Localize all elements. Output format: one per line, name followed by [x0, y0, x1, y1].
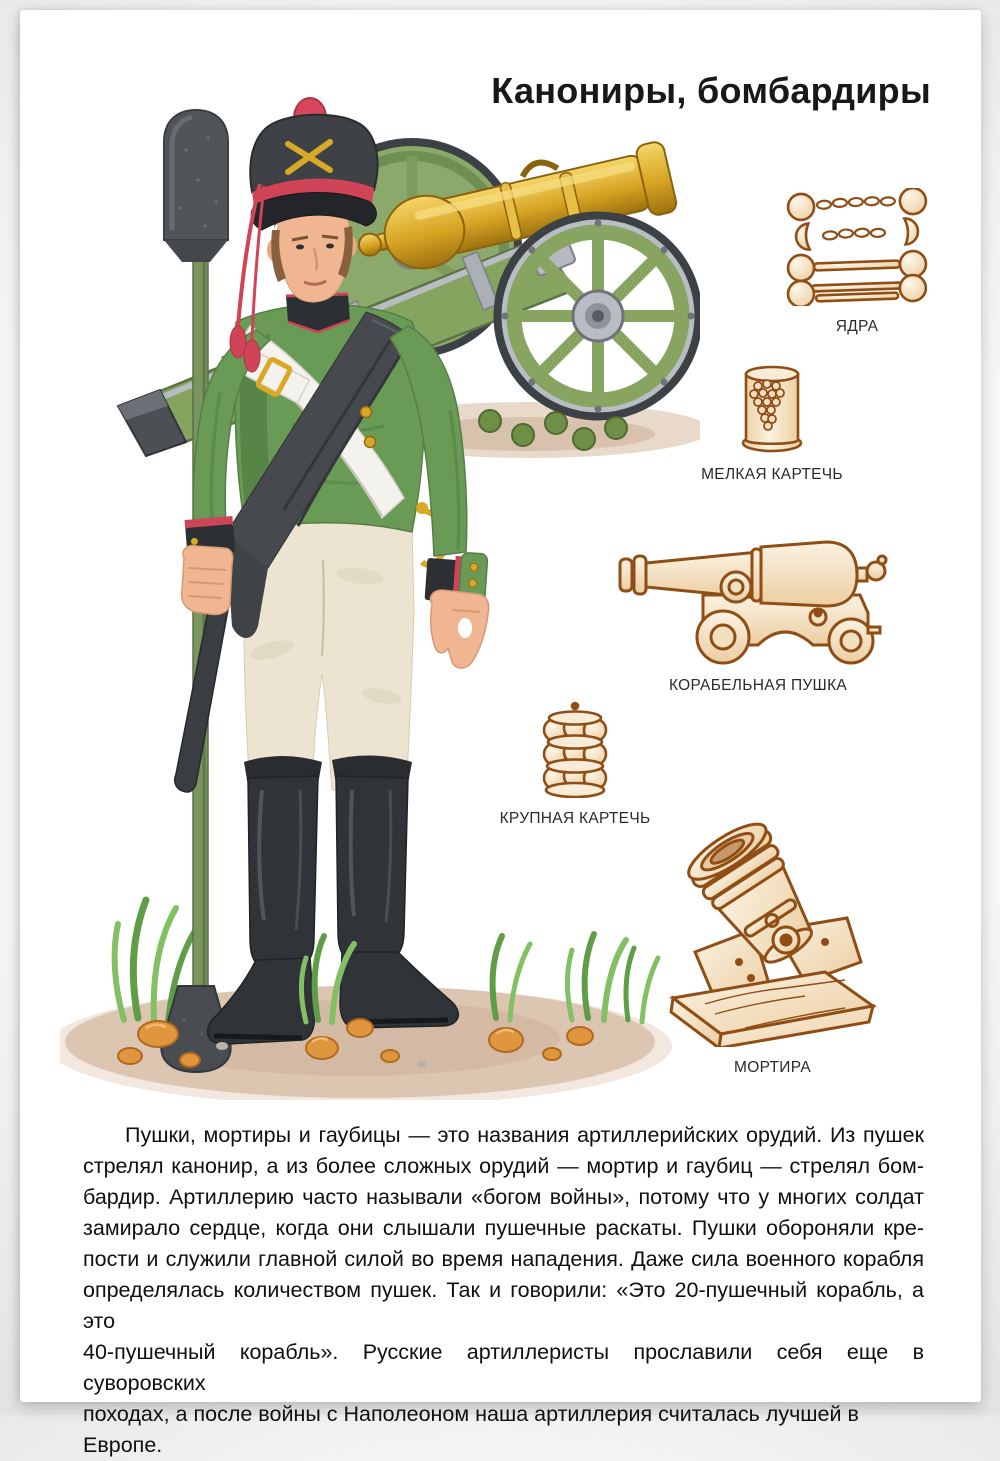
main-illustration — [60, 90, 700, 1100]
artillerist-with-cannon-drawing — [60, 90, 700, 1100]
body-line: 40-пушечный корабль». Русские артиллеристы прославили себя еще в суворовских — [83, 1340, 924, 1395]
figure-label-small-grapeshot: МЕЛКАЯ КАРТЕЧЬ — [701, 466, 843, 483]
mortar-icon — [655, 812, 890, 1047]
book-page — [20, 10, 981, 1457]
chain-shot-icon — [782, 188, 932, 306]
figure-small-grapeshot — [692, 362, 852, 485]
figure-large-grapeshot — [495, 698, 655, 829]
body-paragraph — [83, 1120, 924, 1461]
body-line: бардир. Артиллерию часто называли «богом войны», потому что у многих солдат — [83, 1185, 924, 1209]
sponge-head — [164, 110, 228, 262]
naval-cannon-icon — [608, 525, 908, 665]
body-line: походах, а после войны с Наполеоном наша артиллерия считалась лучшей в Европе. — [83, 1402, 859, 1457]
page-title: Канониры, бомбардиры — [491, 70, 931, 111]
body-line: замирало сердце, когда они слышали пушечные раскаты. Пушки обороняли кре- — [83, 1216, 924, 1240]
figure-chain-shot — [782, 188, 932, 337]
body-line: стрелял канонир, а из более сложных орудий — мортир и гаубиц — стрелял бом- — [83, 1154, 924, 1178]
sword-pommel — [416, 502, 428, 514]
left-hand — [182, 546, 233, 615]
figure-label-yadra: ЯДРА — [835, 318, 879, 335]
figure-naval-cannon — [608, 525, 908, 696]
cord-tassel — [230, 326, 246, 358]
right-hand — [430, 590, 488, 668]
expanding-bar-shot-row — [795, 218, 918, 250]
small-grapeshot-canister-icon — [736, 362, 808, 454]
chain-shot-row — [787, 188, 926, 221]
figure-mortar — [655, 812, 890, 1078]
body-line: определялась количеством пушек. Так и говорили: «Это 20-пушечный корабль, а это — [83, 1278, 924, 1333]
body-line: пости и служили главной силой во время нападения. Даже сила военного корабля — [83, 1247, 924, 1271]
figure-label-mortar: МОРТИРА — [734, 1059, 811, 1076]
large-grapeshot-stack-icon — [538, 698, 612, 798]
cord-tassel — [244, 340, 260, 372]
figure-label-large-grapeshot: КРУПНАЯ КАРТЕЧЬ — [499, 810, 651, 827]
cannon-right-wheel — [498, 216, 698, 416]
body-line: Пушки, мортиры и гаубицы — это названия артиллерийских орудий. Из пушек — [125, 1123, 924, 1147]
figure-label-naval-cannon: КОРАБЕЛЬНАЯ ПУШКА — [668, 677, 848, 694]
